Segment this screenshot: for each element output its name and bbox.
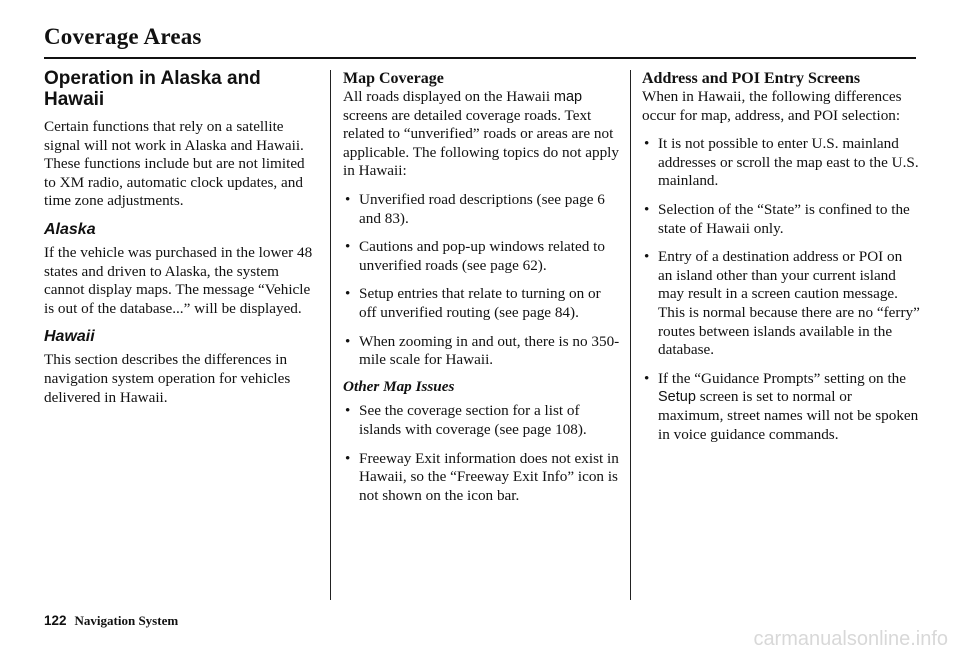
column-divider-1 (330, 70, 331, 600)
section-heading-alaska-hawaii: Operation in Alaska and Hawaii (44, 68, 261, 110)
list-item (642, 370, 920, 444)
list-item: • Setup entries that relate to turning on or off unverified routing (see page 84). (343, 285, 621, 322)
list-item: • Selection of the “State” is confined to the state of Hawaii only. (642, 201, 920, 238)
subheading-alaska: Alaska (44, 220, 96, 238)
address-poi-list (642, 135, 920, 444)
map-term: map (553, 89, 583, 105)
column-divider-2 (630, 70, 631, 600)
subheading-other-map-issues: Other Map Issues (343, 377, 455, 395)
alaska-paragraph: If the vehicle was purchased in the lower 48 states and driven to Alaska, the system cannot display maps. The message “Vehicle is out of the database...” will be displayed. (44, 243, 313, 317)
page-number: 122 (44, 613, 67, 628)
page-footer (44, 613, 178, 629)
list-item: • Unverified road descriptions (see page 6 and 83). (343, 191, 621, 228)
column-2 (343, 66, 621, 505)
map-coverage-list (343, 191, 621, 370)
other-map-issues-list (343, 402, 621, 505)
list-item: • Entry of a destination address or POI on an island other than your current island may result in a screen caution message. This is normal because there are no “ferry” routes between islands available in the database. (642, 248, 920, 360)
guidance-text-1: If the “Guidance Prompts” setting on the (658, 369, 906, 387)
section-heading-address-poi: Address and POI Entry Screens (642, 70, 861, 87)
column-3 (642, 66, 920, 444)
list-item: • Freeway Exit information does not exist in Hawaii, so the “Freeway Exit Info” icon is not shown on the icon bar. (343, 450, 621, 506)
map-coverage-paragraph (343, 88, 621, 181)
guidance-text-2: screen is set to normal or maximum, street names will not be spoken in voice guidance commands. (658, 388, 919, 443)
watermark: carmanualsonline.info (753, 628, 948, 650)
list-item: • When zooming in and out, there is no 350-mile scale for Hawaii. (343, 333, 621, 370)
map-coverage-text-2: screens are detailed coverage roads. Text related to “unverified” roads or areas are not applicable. The following topics do not apply in Hawaii: (343, 106, 619, 180)
section-heading-map-coverage: Map Coverage (343, 70, 444, 87)
intro-paragraph: Certain functions that rely on a satellite signal will not work in Alaska and Hawaii. These functions include but are not limited to XM radio, automatic clock updates, and time zone adjustments. (44, 118, 305, 210)
subheading-hawaii: Hawaii (44, 328, 95, 346)
list-item: • It is not possible to enter U.S. mainland addresses or scroll the map east to the U.S. mainland. (642, 135, 920, 191)
hawaii-paragraph: This section describes the differences in navigation system operation for vehicles delivered in Hawaii. (44, 351, 291, 406)
setup-term: Setup (658, 389, 696, 406)
list-item: • Cautions and pop-up windows related to unverified roads (see page 62). (343, 238, 621, 275)
footer-label: Navigation System (74, 613, 179, 628)
header-rule (44, 57, 916, 59)
map-coverage-text-1: All roads displayed on the Hawaii (343, 88, 554, 105)
list-item: • See the coverage section for a list of islands with coverage (see page 108). (343, 402, 621, 439)
column-1 (44, 66, 320, 407)
address-poi-paragraph: When in Hawaii, the following differences occur for map, address, and POI selection: (642, 88, 902, 124)
page-title: Coverage Areas (44, 24, 202, 49)
